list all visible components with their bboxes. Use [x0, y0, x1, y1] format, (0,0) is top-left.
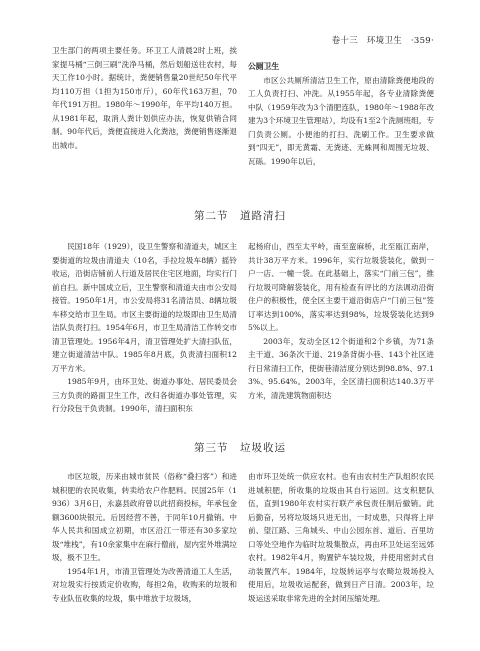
subsection-heading: 公厕卫生	[248, 62, 280, 71]
paragraph: 市区垃圾，历来由城市贫民（俗称“叠扫客”）和进城积肥的农民收集，转卖给农户作肥料。民国25年（1936）3月6日，永嘉县政府曾以此招商投标，年承包金额3600块银元。后因经营不善，于同年10月撤销。中华人民共和国成立初期，市区沿江一带还有30多家垃圾“堆栈”，有10余家集中在麻行僧前，屋内室外堆满垃圾，极不卫生。	[52, 472, 237, 562]
paragraph: 由市环卫处统一供应农村。也有由农村生产队组织农民进城积肥，所收集的垃圾由其自行运回。这支积肥队伍，直到1980年农村实行联产承包责任制后撤销。此后勤奋，另将垃圾场只进无出，一时成患，只得将上岸前、望江路、三角城头、中山公园东首、道后、百里坊口等处空地作为临时垃圾集散点，再由环卫处运至远郊农村。1982年4月，购置铲车装垃圾，并使用密封式自动装置汽车。1984年，垃圾转运亭与农畸垃圾场投入使用后，垃圾收运配套，做到日产日清。2003年，垃圾运送采取非常先进的全封闭压缩处理。	[248, 472, 434, 603]
section3-left-column	[52, 470, 237, 605]
section2-left-column	[52, 240, 237, 416]
paragraph: 民国18年（1929），设卫生警察和清道夫，城区主要街道的垃圾由清道夫（10名，手拉垃圾车8辆）摇铃收运，沿街店铺前人行道及居民住宅区地面，均实行门前自扫。新中国成立后，卫生警察和清道夫由市公安局接管。1950年1月，市公安局将31名清洁员、8辆垃圾车移交给市卫生局。市区主要街道的垃圾即由卫生局清洁队负责打扫。1954年6月，市卫生局清洁工作转交市清卫管理处。1956年4月，清卫管理处扩大清扫队伍，建立街道清洁中队。1985年8月底，负责清扫面积12万平方米。	[52, 242, 237, 373]
section-title-garbage-collection: 第三节 垃圾收运	[194, 442, 286, 454]
paragraph: 1985年9月，由环卫处、街道办事处、居民委员会三方负责的路面卫生工作，改归各街道办事处管理，实行分段包干负责制。1990年，清扫面积东	[52, 377, 237, 413]
paragraph: 卫生部门的两项主要任务。环卫工人清晨2时上班，挨家提马桶“三倒三刷”洗净马桶，然后划船送往农村，每天工作10小时。据统计，粪便销售量20世纪50年代平均110万担（1担为150市斤），60年代163万担，70年代191万担。1980年～1990年，年平均140万担。从1981年起，取消人粪计划供应办法，恢复供销合同制。90年代后，粪便直接进入化粪池，粪便销售逐渐退出城市。	[52, 46, 237, 150]
section2-right-column	[248, 240, 434, 402]
running-header: 卷十三 环境卫生 ·359·	[331, 36, 434, 46]
paragraph: 起杨府山，西至太平岭，南至蛮麻桥，北至瓯江南岸，共计38万平方米。1996年，实行垃圾袋装化，做到一户一店、一幢一袋。在此基础上，落实“门前三包”，推行垃圾可降解袋装化，用有检查有评比的方法调动沿街住户的积极性，使全区主要干道沿街店户“门前三包”签订率达到100%，落实率达到98%，垃圾袋装化达到95%以上。	[248, 242, 434, 332]
paragraph: 市区公共厕所清洁卫生工作，原由清除粪便地段的工人负责打扫、冲洗。从1955年起，各专业清除粪便中队（1959年改为3个清肥连队，1980年～1988年改建为3个环境卫生管理站），均设有1至2个洗厕班组，专门负责公厕。小便池的打扫、洗刷工作。卫生要求做到“四无”，即无黄霜、无粪迹、无蛛网和周围无垃圾、瓦砾。1990年以后，	[248, 75, 434, 166]
paragraph: 1954年1月，市清卫管理处为改善清道工人生活，对垃圾实行按质定价收购，每担2角，收购来的垃圾和专业队伍收集的垃圾，集中堆放于垃圾场，	[52, 566, 237, 603]
top-right-column	[248, 60, 434, 168]
section-title-road-cleaning: 第二节 道路清扫	[194, 210, 286, 222]
paragraph: 2003年，发动全区12个街道和2个乡镇，为71条主干道、36条次干道、219条背街小巷、143个社区进行日常清扫工作，使街巷清洁度分别达到98.8%、97.13%、95.64%。2003年，全区清扫面积达140.3万平方米，清洗建筑物面积达	[248, 336, 434, 400]
top-left-column	[52, 44, 237, 152]
section3-right-column	[248, 470, 434, 605]
